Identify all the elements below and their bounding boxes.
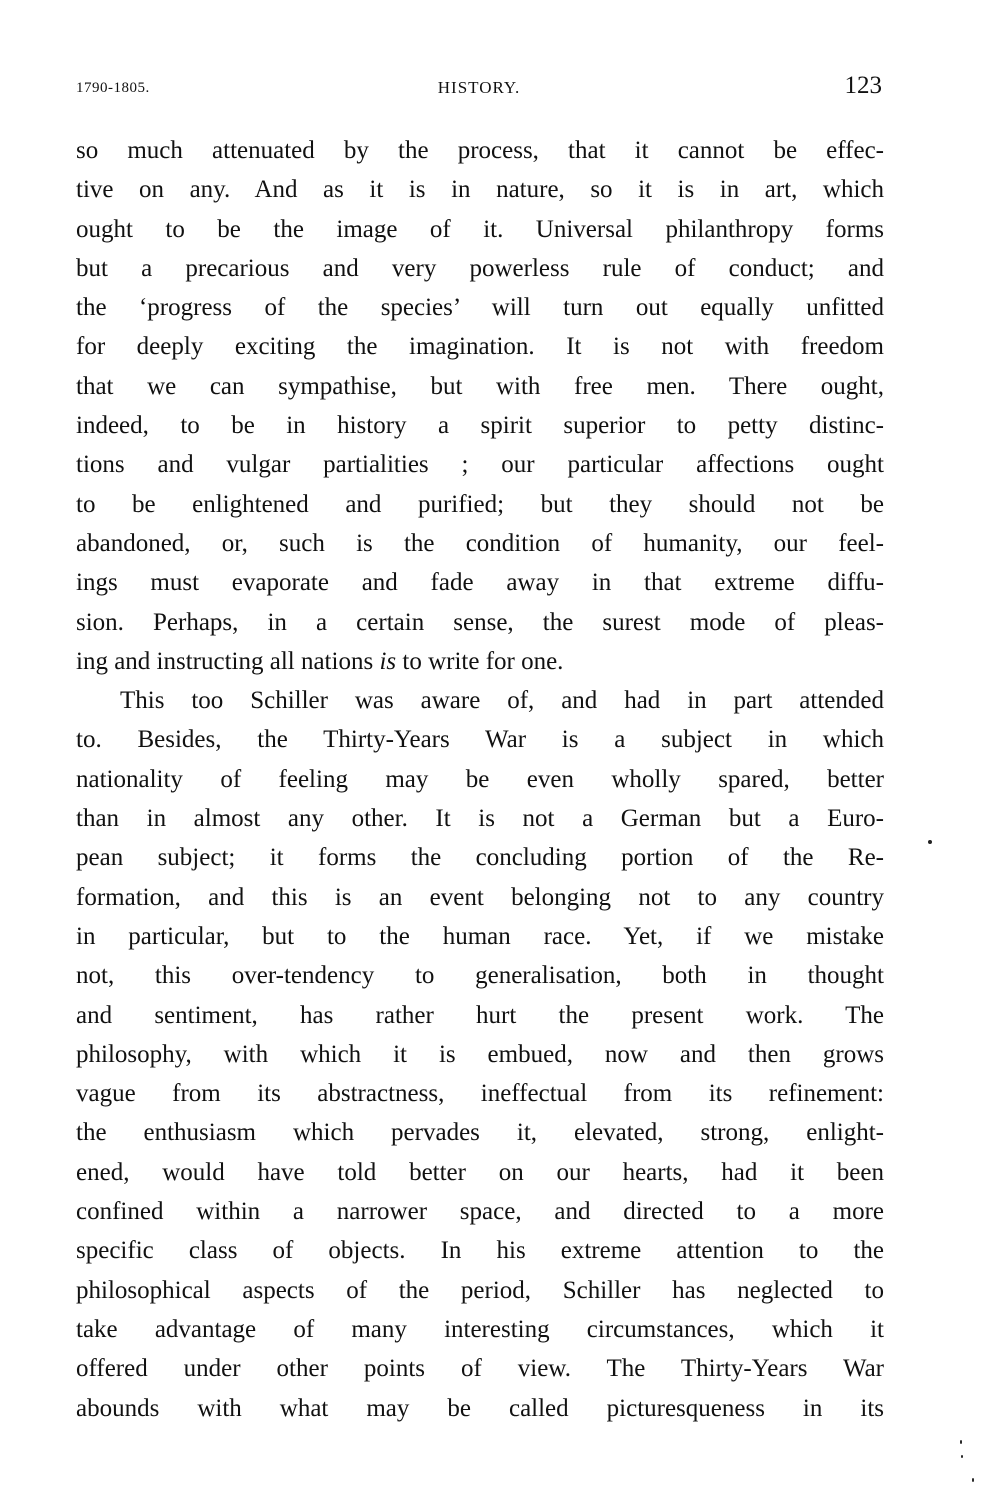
paragraph-1 — [76, 131, 884, 681]
text-line: tions and vulgar partialities ; our particular affections ought — [76, 451, 884, 479]
text-line: in particular, but to the human race. Yet, if we mistake — [76, 922, 884, 950]
scan-speck — [961, 1455, 963, 1458]
text-line: abounds with what may be called picturesqueness in its — [76, 1394, 884, 1422]
text-line: not, this over-tendency to generalisation, both in thought — [76, 962, 884, 990]
text-segment: to write for one. — [396, 647, 564, 675]
text-line: but a precarious and very powerless rule of conduct; and — [76, 254, 884, 282]
running-head — [76, 70, 882, 104]
text-line: so much attenuated by the process, that it cannot be effec- — [76, 137, 884, 164]
page-number: 123 — [844, 72, 882, 99]
text-line: for deeply exciting the imagination. It is not with freedom — [76, 333, 884, 361]
date-range: 1790-1805. — [76, 80, 150, 96]
text-line: to. Besides, the Thirty-Years War is a subject in which — [76, 726, 884, 754]
text-line: tive on any. And as it is in nature, so it is in art, which — [76, 176, 884, 204]
scan-speck — [960, 1440, 962, 1444]
text-line: specific class of objects. In his extreme attention to the — [76, 1237, 884, 1265]
scan-speck — [972, 1478, 974, 1482]
text-line: the ‘progress of the species’ will turn out equally unfitted — [76, 294, 884, 322]
text-line: and sentiment, has rather hurt the present work. The — [76, 1001, 884, 1029]
italic-emphasis: is — [379, 647, 397, 675]
text-line: than in almost any other. It is not a German but a Euro- — [76, 805, 884, 833]
section-title: HISTORY. — [437, 78, 521, 97]
text-line: philosophical aspects of the period, Schiller has neglected to — [76, 1276, 884, 1304]
text-line: pean subject; it forms the concluding portion of the Re- — [76, 844, 884, 872]
text-line: take advantage of many interesting circumstances, which it — [76, 1315, 884, 1343]
body-text — [76, 131, 884, 1428]
text-line: nationality of feeling may be even wholly spared, better — [76, 765, 884, 793]
text-line: philosophy, with which it is embued, now and then grows — [76, 1040, 884, 1068]
text-line: sion. Perhaps, in a certain sense, the surest mode of pleas- — [76, 608, 884, 636]
text-line: confined within a narrower space, and directed to a more — [76, 1198, 884, 1226]
text-line: ened, would have told better on our hearts, had it been — [76, 1158, 884, 1186]
text-line: that we can sympathise, but with free men. There ought, — [76, 372, 884, 400]
text-segment: ing and instructing all nations — [76, 647, 380, 675]
text-line: ings must evaporate and fade away in that extreme diffu- — [76, 569, 884, 597]
text-line: abandoned, or, such is the condition of humanity, our feel- — [76, 529, 884, 557]
paragraph-2 — [76, 681, 884, 1428]
text-line: ought to be the image of it. Universal philanthropy forms — [76, 215, 884, 243]
text-line: offered under other points of view. The Thirty-Years War — [76, 1355, 884, 1383]
text-line: indeed, to be in history a spirit superior to petty distinc- — [76, 412, 884, 440]
text-line: to be enlightened and purified; but they should not be — [76, 490, 884, 518]
text-line: the enthusiasm which pervades it, elevated, strong, enlight- — [76, 1119, 884, 1147]
scan-speck — [928, 840, 932, 844]
text-line: vague from its abstractness, ineffectual from its refinement: — [76, 1080, 884, 1108]
text-line: This too Schiller was aware of, and had in part attended — [120, 687, 884, 715]
text-line: formation, and this is an event belonging not to any country — [76, 883, 884, 911]
text-line-last — [76, 642, 884, 681]
